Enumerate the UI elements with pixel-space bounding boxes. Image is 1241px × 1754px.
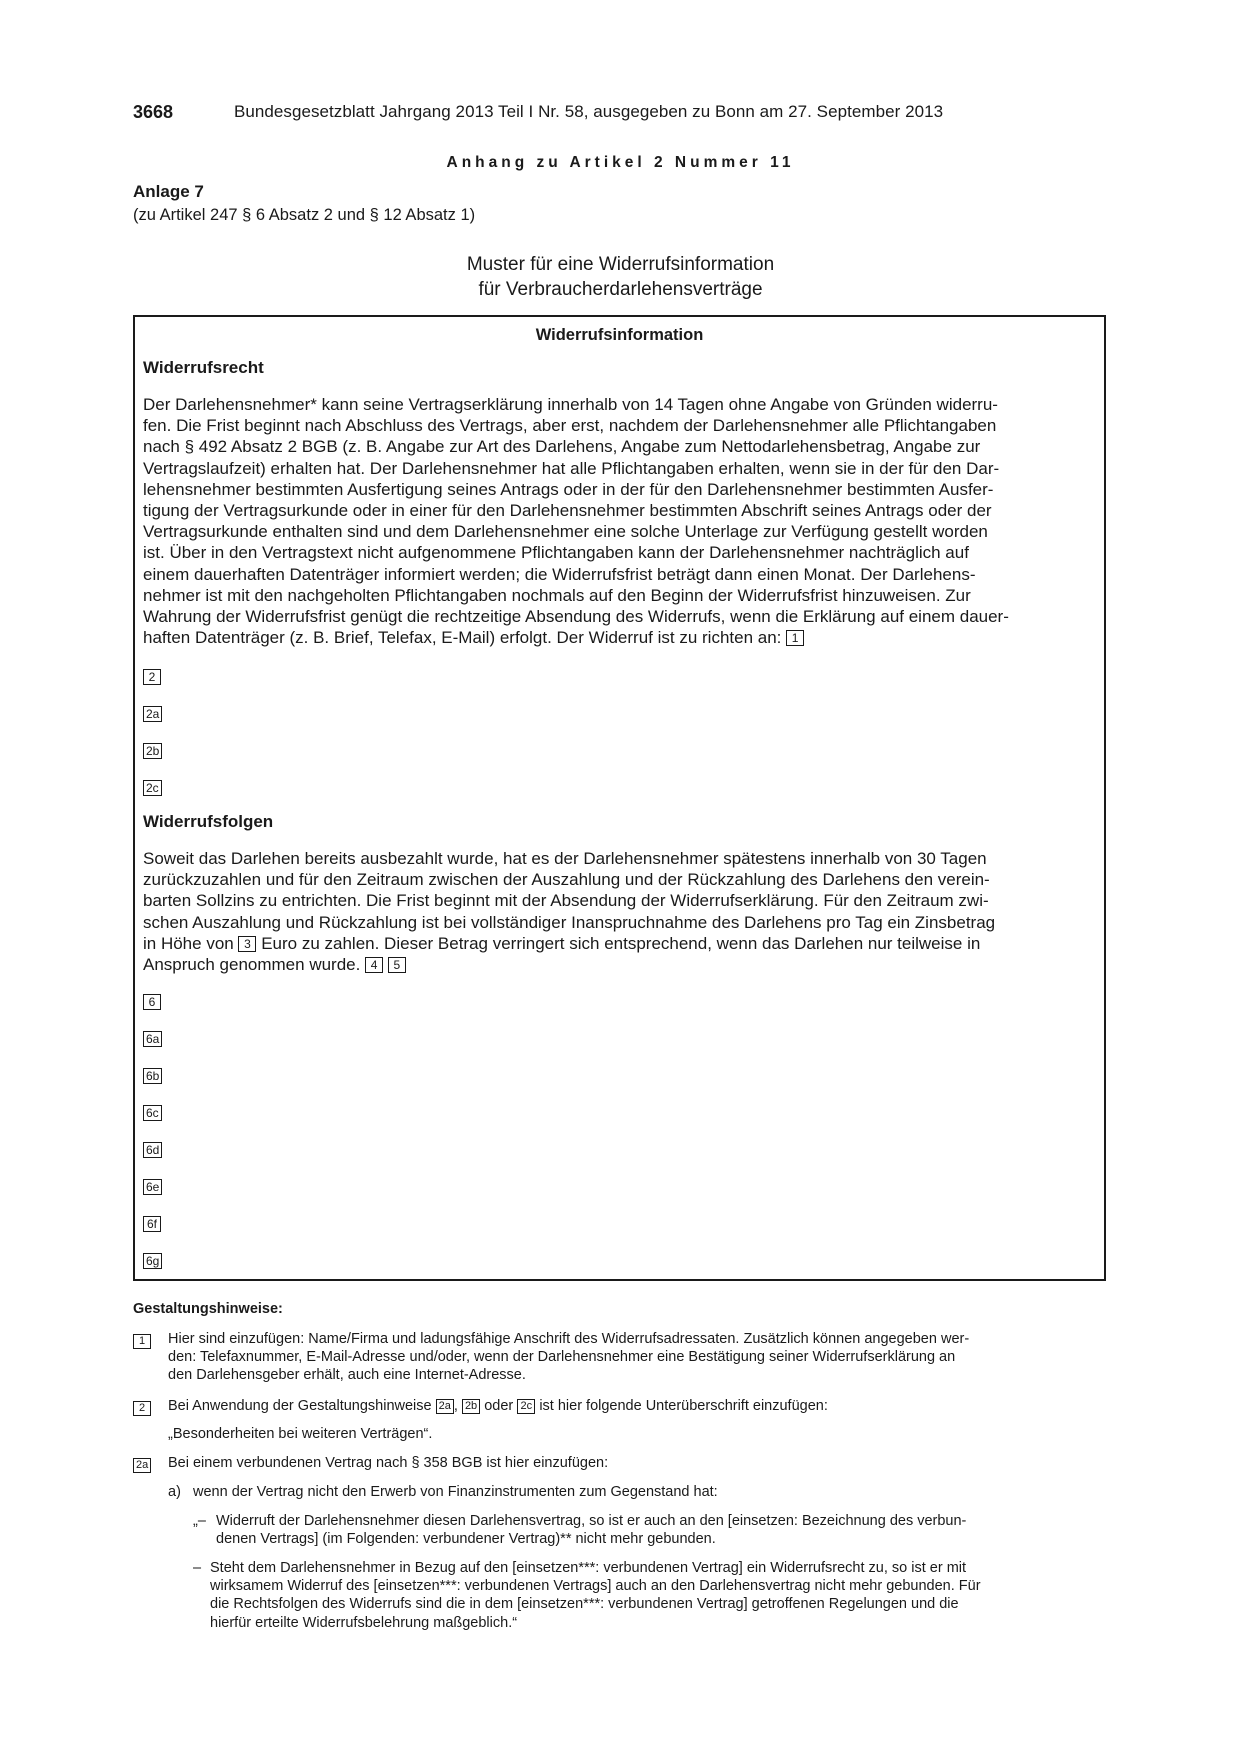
dash-marker: „– (193, 1513, 206, 1529)
folgen-line-6 (143, 954, 1096, 975)
hinweis-2-quote: „Besonderheiten bei weiteren Verträgen“. (168, 1426, 433, 1442)
page-number: 3668 (133, 102, 174, 122)
hinweis-2a-dash-1 (193, 1512, 1108, 1548)
recht-line: ist. Über in den Vertragstext nicht aufgenommene Pflichtangaben kann der Darlehensnehmer nachträglich auf (143, 543, 969, 563)
hinweis-line: die Rechtsfolgen des Widerrufs sind die in dem [einsetzen***: verbundenen Vertrag] getroffenen Regelungen und die (210, 1596, 959, 1613)
widerrufsinformation-box (133, 315, 1106, 1281)
hinweis-line: Hier sind einzufügen: Name/Firma und ladungsfähige Anschrift des Widerrufsadressaten. Zusätzlich können angegeben wer- (168, 1331, 970, 1347)
folgen-line-6-text: Anspruch genommen wurde. (143, 955, 361, 975)
placeholder-marker: 6g (143, 1253, 162, 1269)
placeholder-row (143, 1142, 162, 1160)
folgen-line: Soweit das Darlehen bereits ausbezahlt wurde, hat es der Darlehensnehmer spätestens innerhalb von 30 Tagen (143, 849, 987, 868)
placeholder-marker: 2c (143, 780, 162, 796)
muster-title-line-1: Muster für eine Widerrufsinformation (466, 254, 775, 275)
recht-last-text: haften Datenträger (z. B. Brief, Telefax, E-Mail) erfolgt. Der Widerruf ist zu richten an: (143, 628, 782, 648)
recht-line: tigung der Vertragsurkunde oder in einer für den Darlehensnehmer bestimmten Abschrift seines Antrags oder der (143, 501, 992, 521)
placeholder-marker: 2b (462, 1399, 480, 1414)
placeholder-marker: 2a (436, 1399, 454, 1414)
recht-line: Vertragsurkunde enthalten sind und dem Darlehensnehmer eine solche Unterlage zur Verfügung gestellt worden (143, 522, 988, 542)
recht-line: lehensnehmer bestimmten Ausfertigung seines Antrags oder in der für den Darlehensnehmer bestimmten Ausfer- (143, 479, 994, 499)
muster-title-line-2: für Verbraucherdarlehensverträge (478, 279, 763, 300)
placeholder-row (143, 706, 162, 724)
placeholder-marker: 3 (238, 936, 256, 952)
placeholder-marker: 6f (143, 1216, 161, 1232)
recht-line: fen. Die Frist beginnt nach Abschluss des Vertrags, aber erst, nachdem der Darlehensnehmer alle Pflichtangaben (143, 416, 997, 436)
placeholder-marker: 6b (143, 1068, 162, 1084)
placeholder-row (143, 669, 161, 687)
hinweis-line: den Darlehensgeber erhält, auch eine Internet-Adresse. (168, 1367, 526, 1384)
folgen-line: zurückzuzahlen und für den Zeitraum zwischen der Auszahlung und der Rückzahlung des Darlehens den verein- (143, 870, 990, 890)
placeholder-row (143, 1105, 162, 1123)
box-title: Widerrufsinformation (535, 326, 704, 344)
dash-marker: – (193, 1560, 202, 1576)
hinweis-2-mid: oder (484, 1398, 514, 1414)
anlage-subtitle: (zu Artikel 247 § 6 Absatz 2 und § 12 Absatz 1) (133, 206, 476, 224)
placeholder-marker: 2c (517, 1399, 535, 1414)
placeholder-marker: 2 (143, 669, 161, 685)
hinweis-line: Steht dem Darlehensnehmer in Bezug auf den [einsetzen***: verbundenen Vertrag] ein Widerrufsrecht zu, so ist er mit (210, 1560, 967, 1576)
recht-line-last (143, 627, 1096, 648)
page-header (133, 102, 1108, 128)
placeholder-row (143, 1068, 162, 1086)
anlage-title: Anlage 7 (133, 182, 204, 201)
placeholder-marker: 2a (133, 1458, 151, 1473)
hinweis-line: den: Telefaxnummer, E-Mail-Adresse und/oder, wenn der Darlehensnehmer eine Bestätigung seiner Widerrufserklärung an (168, 1349, 956, 1366)
placeholder-marker: 1 (786, 630, 804, 646)
anhang-heading: Anhang zu Artikel 2 Nummer 11 (446, 154, 795, 171)
muster-title (133, 252, 1108, 302)
folgen-line: barten Sollzins zu entrichten. Die Frist beginnt mit der Absendung der Widerrufserklärung. Für den Zeitraum zwi- (143, 891, 989, 911)
list-label: a) (168, 1484, 181, 1500)
widerrufsfolgen-heading: Widerrufsfolgen (143, 812, 274, 831)
placeholder-marker: 1 (133, 1334, 151, 1349)
folgen-line-5 (143, 933, 1096, 954)
placeholder-marker: 6e (143, 1179, 162, 1195)
widerrufsfolgen-paragraph (143, 848, 1096, 975)
placeholder-row (143, 1216, 161, 1234)
hinweis-2a-a (168, 1483, 1108, 1501)
placeholder-row (143, 743, 162, 761)
hinweis-line: hierfür erteilte Widerrufsbelehrung maßgeblich.“ (210, 1614, 518, 1631)
hinweis-line: denen Vertrags] (im Folgenden: verbundener Vertrag)** nicht mehr gebunden. (216, 1531, 716, 1548)
hinweis-2 (133, 1397, 1108, 1415)
placeholder-row (143, 1253, 162, 1271)
hinweis-2a-text: Bei einem verbundenen Vertrag nach § 358 BGB ist hier einzufügen: (168, 1455, 609, 1471)
hinweis-2-pre: Bei Anwendung der Gestaltungshinweise (168, 1398, 432, 1414)
placeholder-row (143, 1179, 162, 1197)
recht-line: nach § 492 Absatz 2 BGB (z. B. Angabe zur Art des Darlehens, Angabe zum Nettodarlehensbetrag, Angabe zur (143, 437, 981, 457)
hinweis-2a-dash-2 (193, 1559, 1108, 1632)
placeholder-marker: 6 (143, 994, 161, 1010)
placeholder-row (143, 1031, 162, 1049)
recht-line: Der Darlehensnehmer* kann seine Vertragserklärung innerhalb von 14 Tagen ohne Angabe von Gründen widerru- (143, 395, 998, 414)
hinweis-2a (133, 1454, 1108, 1472)
placeholder-marker: 6c (143, 1105, 162, 1121)
recht-line: einem dauerhaften Datenträger informiert werden; die Widerrufsfrist beträgt dann einen Monat. Der Darlehens- (143, 564, 976, 584)
journal-title: Bundesgesetzblatt Jahrgang 2013 Teil I Nr. 58, ausgegeben zu Bonn am 27. September 2013 (234, 102, 944, 121)
gestaltungshinweise-heading: Gestaltungshinweise: (133, 1301, 283, 1317)
hinweis-1 (133, 1330, 1108, 1385)
folgen-line: schen Auszahlung und Rückzahlung ist bei vollständiger Inanspruchnahme des Darlehens pro Tag ein Zinsbetrag (143, 912, 996, 932)
recht-line: Wahrung der Widerrufsfrist genügt die rechtzeitige Absendung des Widerrufs, wenn die Erklärung auf einem dauer- (143, 607, 1009, 627)
placeholder-marker: 6d (143, 1142, 162, 1158)
recht-line: nehmer ist mit den nachgeholten Pflichtangaben nochmals auf den Beginn der Widerrufsfrist hinzuweisen. Zur (143, 585, 971, 605)
hinweis-2-sep: , (453, 1398, 458, 1414)
placeholder-marker: 6a (143, 1031, 162, 1047)
folgen-line-5-pre: in Höhe von (143, 933, 234, 953)
widerrufsrecht-paragraph (143, 394, 1096, 648)
placeholder-marker: 2b (143, 743, 162, 759)
folgen-line-5-post: Euro zu zahlen. Dieser Betrag verringert sich entsprechend, wenn das Darlehen nur teilweise in (261, 933, 981, 953)
hinweis-line: Widerruft der Darlehensnehmer diesen Darlehensvertrag, so ist er auch an den [einsetzen: Bezeichnung des verbun- (216, 1513, 967, 1529)
placeholder-marker: 2 (133, 1401, 151, 1416)
placeholder-row (143, 780, 162, 798)
hinweis-line: wirksamem Widerruf des [einsetzen***: verbundenen Vertrags] auch an den Darlehensvertrag nicht mehr gebunden. Für (210, 1578, 981, 1595)
placeholder-marker: 2a (143, 706, 162, 722)
placeholder-marker: 5 (388, 957, 406, 973)
placeholder-marker: 4 (365, 957, 383, 973)
placeholder-row (143, 994, 161, 1012)
recht-line: Vertragslaufzeit) erhalten hat. Der Darlehensnehmer hat alle Pflichtangaben erhalten, wenn sie in der für den Dar- (143, 458, 1000, 478)
hinweis-2-post: ist hier folgende Unterüberschrift einzufügen: (539, 1398, 828, 1414)
widerrufsrecht-heading: Widerrufsrecht (143, 358, 264, 377)
hinweis-2a-a-text: wenn der Vertrag nicht den Erwerb von Finanzinstrumenten zum Gegenstand hat: (193, 1484, 718, 1500)
